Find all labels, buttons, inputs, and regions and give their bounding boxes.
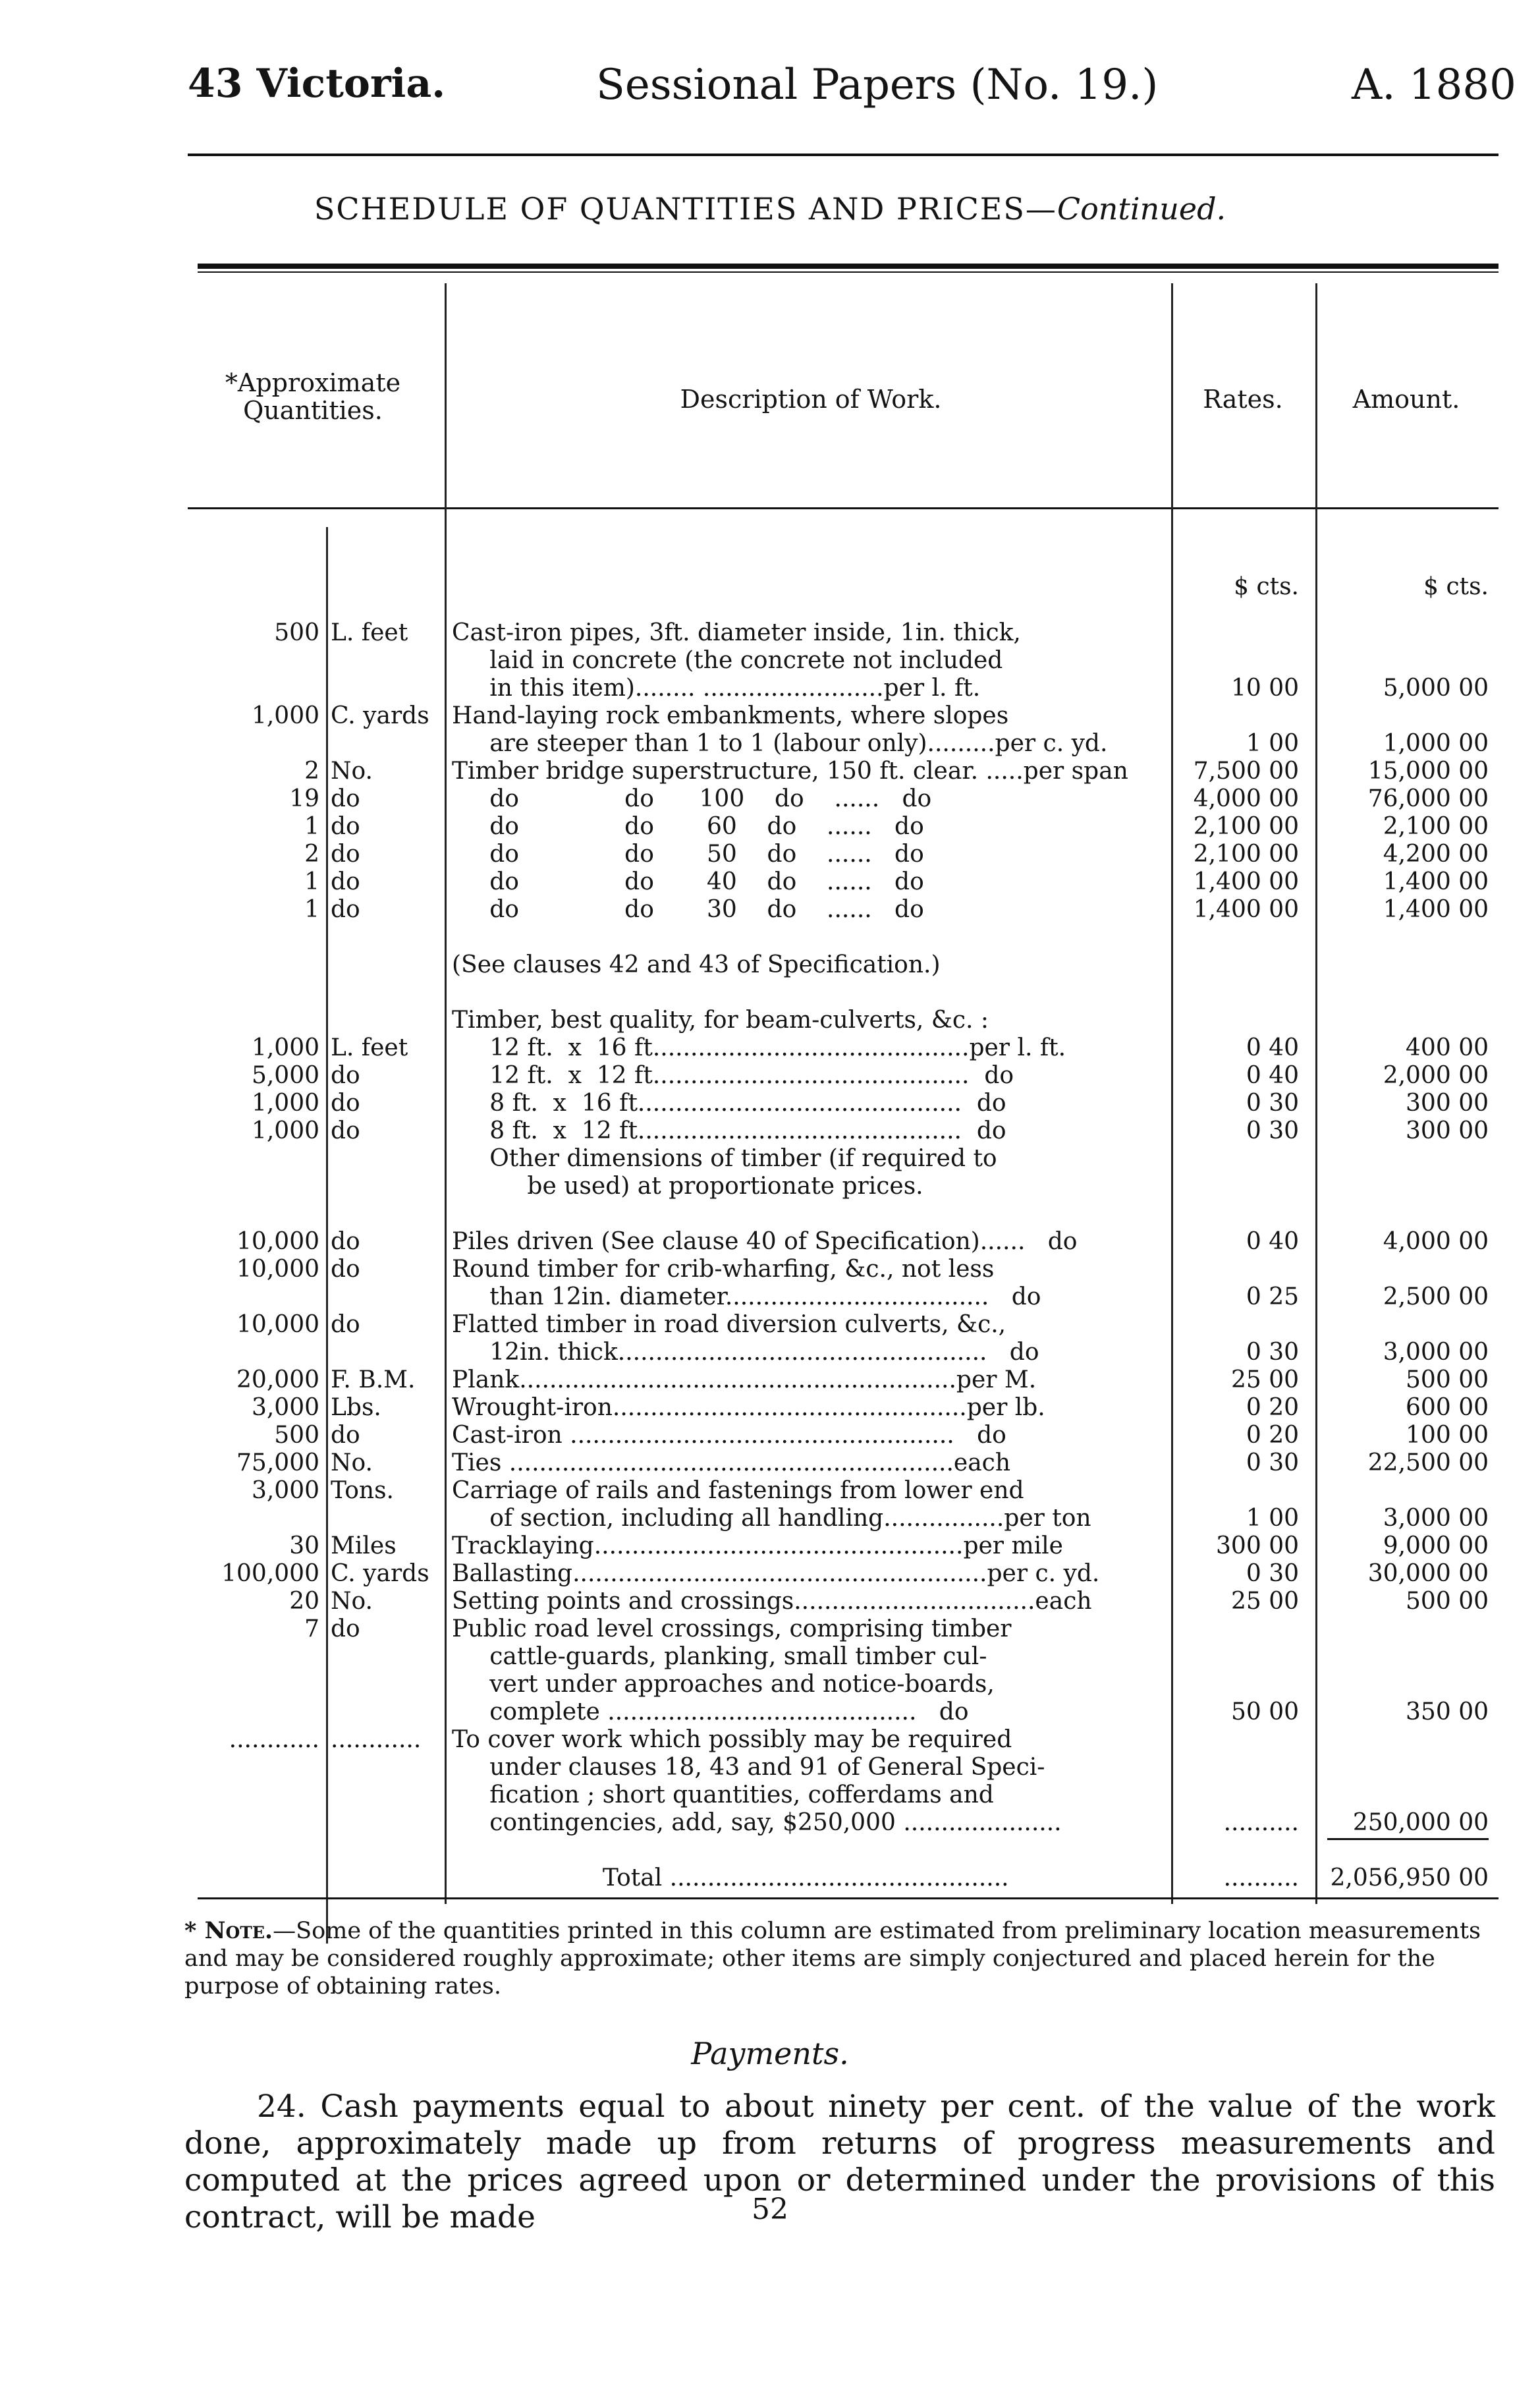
rate-currency-header: $ cts. xyxy=(1234,573,1299,600)
row-description: fication ; short quantities, cofferdams and xyxy=(452,1781,994,1808)
row-description: complete ......................................... do xyxy=(452,1698,969,1725)
header-session: 43 Victoria. xyxy=(188,61,446,107)
row-unit: ............ xyxy=(331,1726,422,1753)
row-description: do do 60 do ...... do xyxy=(452,813,924,840)
row-description: Flatted timber in road diversion culverts, &c., xyxy=(452,1311,1006,1338)
row-rate: 4,000 00 xyxy=(1193,785,1299,812)
row-unit: do xyxy=(331,1228,360,1255)
row-description: 8 ft. x 16 ft........................................... do xyxy=(452,1090,1006,1117)
row-amount: 30,000 00 xyxy=(1367,1560,1489,1587)
row-rate: 0 30 xyxy=(1246,1090,1299,1117)
row-description: do do 40 do ...... do xyxy=(452,868,924,895)
header-rule xyxy=(188,154,1499,156)
row-description: do do 50 do ...... do xyxy=(452,841,924,868)
row-rate: .......... xyxy=(1223,1864,1299,1891)
row-quantity: 10,000 xyxy=(236,1256,319,1283)
row-unit: do xyxy=(331,1422,360,1449)
row-amount: 15,000 00 xyxy=(1367,758,1489,785)
footnote-text: —Some of the quantities printed in this column are estimated from preliminary location measurements and may be considered roughly approximate; other items are simply conjectured and placed herein for the purpose of obtaining rates. xyxy=(184,1918,1481,2000)
row-quantity: ............ xyxy=(229,1726,319,1753)
row-description: Piles driven (See clause 40 of Specification)...... do xyxy=(452,1228,1078,1255)
payments-text: 24. Cash payments equal to about ninety per cent. of the value of the work done, approximately made up from returns of progress measurements and computed at the prices agreed upon or determined under the provisions of this contract, will be made xyxy=(184,2088,1495,2235)
row-description: Hand-laying rock embankments, where slopes xyxy=(452,702,1009,729)
row-quantity: 1,000 xyxy=(251,1034,319,1061)
row-rate: 0 40 xyxy=(1246,1062,1299,1089)
row-unit: do xyxy=(331,868,360,895)
row-quantity: 20,000 xyxy=(236,1366,319,1393)
row-amount: 1,400 00 xyxy=(1383,896,1489,923)
row-rate: 2,100 00 xyxy=(1193,841,1299,868)
row-unit: Tons. xyxy=(331,1477,394,1504)
row-amount: 2,056,950 00 xyxy=(1330,1864,1489,1891)
row-unit: F. B.M. xyxy=(331,1366,416,1393)
row-amount: 3,000 00 xyxy=(1383,1505,1489,1532)
row-quantity: 1,000 xyxy=(251,1090,319,1117)
row-quantity: 1 xyxy=(304,813,319,840)
row-description: Timber bridge superstructure, 150 ft. clear. .....per span xyxy=(452,758,1128,785)
row-unit: do xyxy=(331,785,360,812)
row-rate: 50 00 xyxy=(1230,1698,1299,1725)
row-description: Round timber for crib-wharfing, &c., not less xyxy=(452,1256,995,1283)
row-quantity: 1,000 xyxy=(251,702,319,729)
row-quantity: 2 xyxy=(304,758,319,785)
row-amount: 4,000 00 xyxy=(1383,1228,1489,1255)
row-quantity: 19 xyxy=(289,785,319,812)
row-quantity: 7 xyxy=(304,1615,319,1642)
row-unit: L. feet xyxy=(331,619,408,646)
row-rate: 0 30 xyxy=(1246,1117,1299,1144)
col-rule-rates xyxy=(1171,283,1173,1904)
schedule-title xyxy=(0,191,1540,227)
row-unit: Miles xyxy=(331,1532,397,1559)
payments-heading: Payments. xyxy=(691,2036,849,2071)
col-rule-unit xyxy=(326,527,328,1944)
row-rate: 0 40 xyxy=(1246,1034,1299,1061)
row-description: do do 100 do ...... do xyxy=(452,785,932,812)
table-top-rule-thin xyxy=(198,271,1499,273)
row-rate: 1 00 xyxy=(1246,730,1299,757)
row-rate: .......... xyxy=(1223,1809,1299,1836)
row-rate: 0 30 xyxy=(1246,1560,1299,1587)
row-amount: 4,200 00 xyxy=(1383,841,1489,868)
row-amount: 2,100 00 xyxy=(1383,813,1489,840)
row-quantity: 500 xyxy=(274,1422,319,1449)
row-unit: do xyxy=(331,1311,360,1338)
row-description: 12 ft. x 16 ft..........................................per l. ft. xyxy=(452,1034,1066,1061)
footnote-label: * Note. xyxy=(184,1917,273,1944)
row-quantity: 1 xyxy=(304,896,319,923)
row-description: Cast-iron ................................................... do xyxy=(452,1422,1006,1449)
row-quantity: 500 xyxy=(274,619,319,646)
row-amount: 2,000 00 xyxy=(1383,1062,1489,1089)
row-quantity: 1,000 xyxy=(251,1117,319,1144)
row-quantity: 5,000 xyxy=(251,1062,319,1089)
row-unit: do xyxy=(331,896,360,923)
row-unit: do xyxy=(331,1256,360,1283)
row-rate: 1,400 00 xyxy=(1193,896,1299,923)
row-rate: 0 25 xyxy=(1246,1283,1299,1310)
row-amount: 600 00 xyxy=(1406,1394,1489,1421)
row-amount: 76,000 00 xyxy=(1367,785,1489,812)
row-amount: 3,000 00 xyxy=(1383,1339,1489,1366)
row-description: in this item)........ ........................per l. ft. xyxy=(452,675,981,702)
row-rate: 1,400 00 xyxy=(1193,868,1299,895)
row-description: Timber, best quality, for beam-culverts, &c. : xyxy=(452,1007,989,1034)
row-unit: C. yards xyxy=(331,1560,429,1587)
row-description: Tracklaying.................................................per mile xyxy=(452,1532,1063,1559)
row-description: Carriage of rails and fastenings from lower end xyxy=(452,1477,1024,1504)
row-unit: C. yards xyxy=(331,702,429,729)
row-amount: 5,000 00 xyxy=(1383,675,1489,702)
row-unit: do xyxy=(331,841,360,868)
row-rate: 25 00 xyxy=(1230,1366,1299,1393)
row-amount: 350 00 xyxy=(1406,1698,1489,1725)
row-unit: do xyxy=(331,1090,360,1117)
row-description: vert under approaches and notice-boards, xyxy=(452,1671,995,1698)
col-head-quantities: *Approximate Quantities. xyxy=(225,368,401,425)
row-amount: 9,000 00 xyxy=(1383,1532,1489,1559)
page-number: 52 xyxy=(752,2193,788,2226)
row-description: (See clauses 42 and 43 of Specification.) xyxy=(452,951,941,978)
col-rule-amount xyxy=(1315,283,1317,1904)
row-amount: 250,000 00 xyxy=(1352,1809,1489,1836)
row-unit: L. feet xyxy=(331,1034,408,1061)
row-amount: 1,400 00 xyxy=(1383,868,1489,895)
row-unit: do xyxy=(331,813,360,840)
row-rate: 300 00 xyxy=(1216,1532,1299,1559)
row-description: Public road level crossings, comprising timber xyxy=(452,1615,1012,1642)
row-unit: No. xyxy=(331,1449,373,1476)
row-amount: 500 00 xyxy=(1406,1366,1489,1393)
row-rate: 1 00 xyxy=(1246,1505,1299,1532)
row-unit: No. xyxy=(331,1588,373,1615)
row-description: Other dimensions of timber (if required to xyxy=(452,1145,997,1172)
row-description: Total ............................................. xyxy=(452,1864,1009,1891)
row-quantity: 30 xyxy=(289,1532,319,1559)
row-amount: 100 00 xyxy=(1406,1422,1489,1449)
row-amount: 1,000 00 xyxy=(1383,730,1489,757)
header-year: A. 1880 xyxy=(1352,61,1516,109)
row-amount: 400 00 xyxy=(1406,1034,1489,1061)
row-quantity: 1 xyxy=(304,868,319,895)
column-head-rule xyxy=(188,507,1499,509)
row-unit: do xyxy=(331,1062,360,1089)
row-description: 8 ft. x 12 ft........................................... do xyxy=(452,1117,1006,1144)
schedule-title-main: SCHEDULE OF QUANTITIES AND PRICES— xyxy=(314,191,1057,227)
row-rate: 0 30 xyxy=(1246,1449,1299,1476)
row-description: Setting points and crossings................................each xyxy=(452,1588,1092,1615)
total-rule xyxy=(1327,1838,1489,1840)
row-quantity: 10,000 xyxy=(236,1311,319,1338)
row-unit: do xyxy=(331,1615,360,1642)
row-rate: 0 30 xyxy=(1246,1339,1299,1366)
row-quantity: 75,000 xyxy=(236,1449,319,1476)
row-description: cattle-guards, planking, small timber cul- xyxy=(452,1643,987,1670)
row-unit: No. xyxy=(331,758,373,785)
table-top-rule xyxy=(198,264,1499,269)
row-quantity: 100,000 xyxy=(221,1560,319,1587)
footnote xyxy=(184,1917,1495,2000)
row-description: 12in. thick................................................. do xyxy=(452,1339,1039,1366)
row-description: Cast-iron pipes, 3ft. diameter inside, 1in. thick, xyxy=(452,619,1021,646)
row-description: laid in concrete (the concrete not included xyxy=(452,647,1003,674)
row-amount: 2,500 00 xyxy=(1383,1283,1489,1310)
row-rate: 0 20 xyxy=(1246,1422,1299,1449)
row-amount: 22,500 00 xyxy=(1367,1449,1489,1476)
row-description: contingencies, add, say, $250,000 ..................... xyxy=(452,1809,1062,1836)
row-quantity: 2 xyxy=(304,841,319,868)
col-head-description: Description of Work. xyxy=(680,385,942,414)
row-rate: 25 00 xyxy=(1230,1588,1299,1615)
row-quantity: 3,000 xyxy=(251,1477,319,1504)
row-description: under clauses 18, 43 and 91 of General Speci- xyxy=(452,1754,1045,1781)
row-rate: 7,500 00 xyxy=(1193,758,1299,785)
row-rate: 10 00 xyxy=(1230,675,1299,702)
row-quantity: 3,000 xyxy=(251,1394,319,1421)
row-unit: do xyxy=(331,1117,360,1144)
row-amount: 300 00 xyxy=(1406,1117,1489,1144)
row-description: are steeper than 1 to 1 (labour only).........per c. yd. xyxy=(452,730,1108,757)
row-rate: 2,100 00 xyxy=(1193,813,1299,840)
row-description: Plank..........................................................per M. xyxy=(452,1366,1037,1393)
table-bottom-rule xyxy=(198,1897,1499,1899)
row-description: Ties ...........................................................each xyxy=(452,1449,1011,1476)
col-head-amount: Amount. xyxy=(1352,385,1460,414)
amount-currency-header: $ cts. xyxy=(1423,573,1489,600)
row-description: 12 ft. x 12 ft.......................................... do xyxy=(452,1062,1014,1089)
row-description: Wrought-iron...............................................per lb. xyxy=(452,1394,1045,1421)
row-description: be used) at proportionate prices. xyxy=(452,1173,923,1200)
row-quantity: 10,000 xyxy=(236,1228,319,1255)
row-amount: 500 00 xyxy=(1406,1588,1489,1615)
header-series: Sessional Papers (No. 19.) xyxy=(596,61,1159,109)
row-rate: 0 20 xyxy=(1246,1394,1299,1421)
row-amount: 300 00 xyxy=(1406,1090,1489,1117)
row-rate: 0 40 xyxy=(1246,1228,1299,1255)
row-description: than 12in. diameter................................... do xyxy=(452,1283,1041,1310)
row-unit: Lbs. xyxy=(331,1394,381,1421)
row-quantity: 20 xyxy=(289,1588,319,1615)
row-description: do do 30 do ...... do xyxy=(452,896,924,923)
col-head-rates: Rates. xyxy=(1203,385,1283,414)
row-description: Ballasting.......................................................per c. yd. xyxy=(452,1560,1100,1587)
schedule-title-continued: Continued. xyxy=(1057,191,1226,227)
row-description: of section, including all handling................per ton xyxy=(452,1505,1091,1532)
row-description: To cover work which possibly may be required xyxy=(452,1726,1012,1753)
